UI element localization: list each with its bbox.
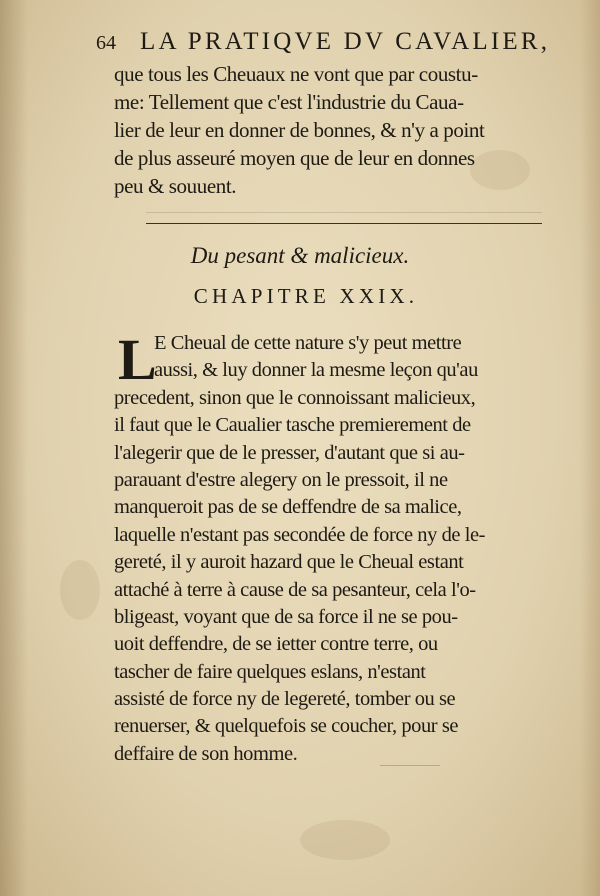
text-line: uoit deffendre, de se ietter contre terre, ou [114,633,438,656]
text-line: aussi, & luy donner la mesme leçon qu'au [154,359,478,382]
text-line: assisté de force ny de legereté, tomber ou se [114,688,456,711]
text-line: manqueroit pas de se deffendre de sa malice, [114,496,462,519]
section-divider [146,223,542,224]
page-number: 64 [96,32,116,54]
paper-stain [300,820,390,860]
chapter-body [114,327,554,768]
show-through-rule [146,212,542,213]
chapter-title: CHAPITRE XXIX. [193,284,419,308]
text-line: gereté, il y auroit hazard que le Cheual estant [114,551,464,574]
text-line: me: Tellement que c'est l'industrie du Caua- [114,90,464,114]
text-line: deffaire de son homme. [114,742,298,765]
text-line: que tous les Cheuaux ne vont que par coustu- [114,62,478,86]
text-line: laquelle n'estant pas secondée de force ny de le- [114,523,485,546]
text-line: il faut que le Caualier tasche premierement de [114,414,471,437]
page-gutter-shadow [0,0,28,896]
page-header [96,26,551,60]
section-title: Du pesant & malicieux. [190,243,410,268]
end-mark [380,765,440,766]
page-edge-shadow [580,0,600,896]
text-line: precedent, sinon que le connoissant malicieux, [114,386,476,409]
text-line: peu & souuent. [114,174,237,198]
text-line: bligeast, voyant que de sa force il ne se pou- [114,605,458,628]
paper-stain [60,560,100,620]
text-line: attaché à terre à cause de sa pesanteur, cela l'o- [114,578,476,601]
text-line: tascher de faire quelques eslans, n'estant [114,660,426,683]
text-line: renuerser, & quelquefois se coucher, pour se [114,715,459,738]
text-line: parauant d'estre alegery on le pressoit, il ne [114,468,448,491]
text-line: E Cheual de cette nature s'y peut mettre [154,332,462,354]
text-line: lier de leur en donner de bonnes, & n'y a point [114,118,485,142]
paragraph-continuation [114,60,554,200]
drop-cap: L [118,327,157,392]
text-line: de plus asseuré moyen que de leur en donnes [114,146,475,170]
text-line: l'alegerir que de le presser, d'autant que si au- [114,441,465,464]
running-head: LA PRATIQVE DV CAVALIER, [140,28,551,55]
